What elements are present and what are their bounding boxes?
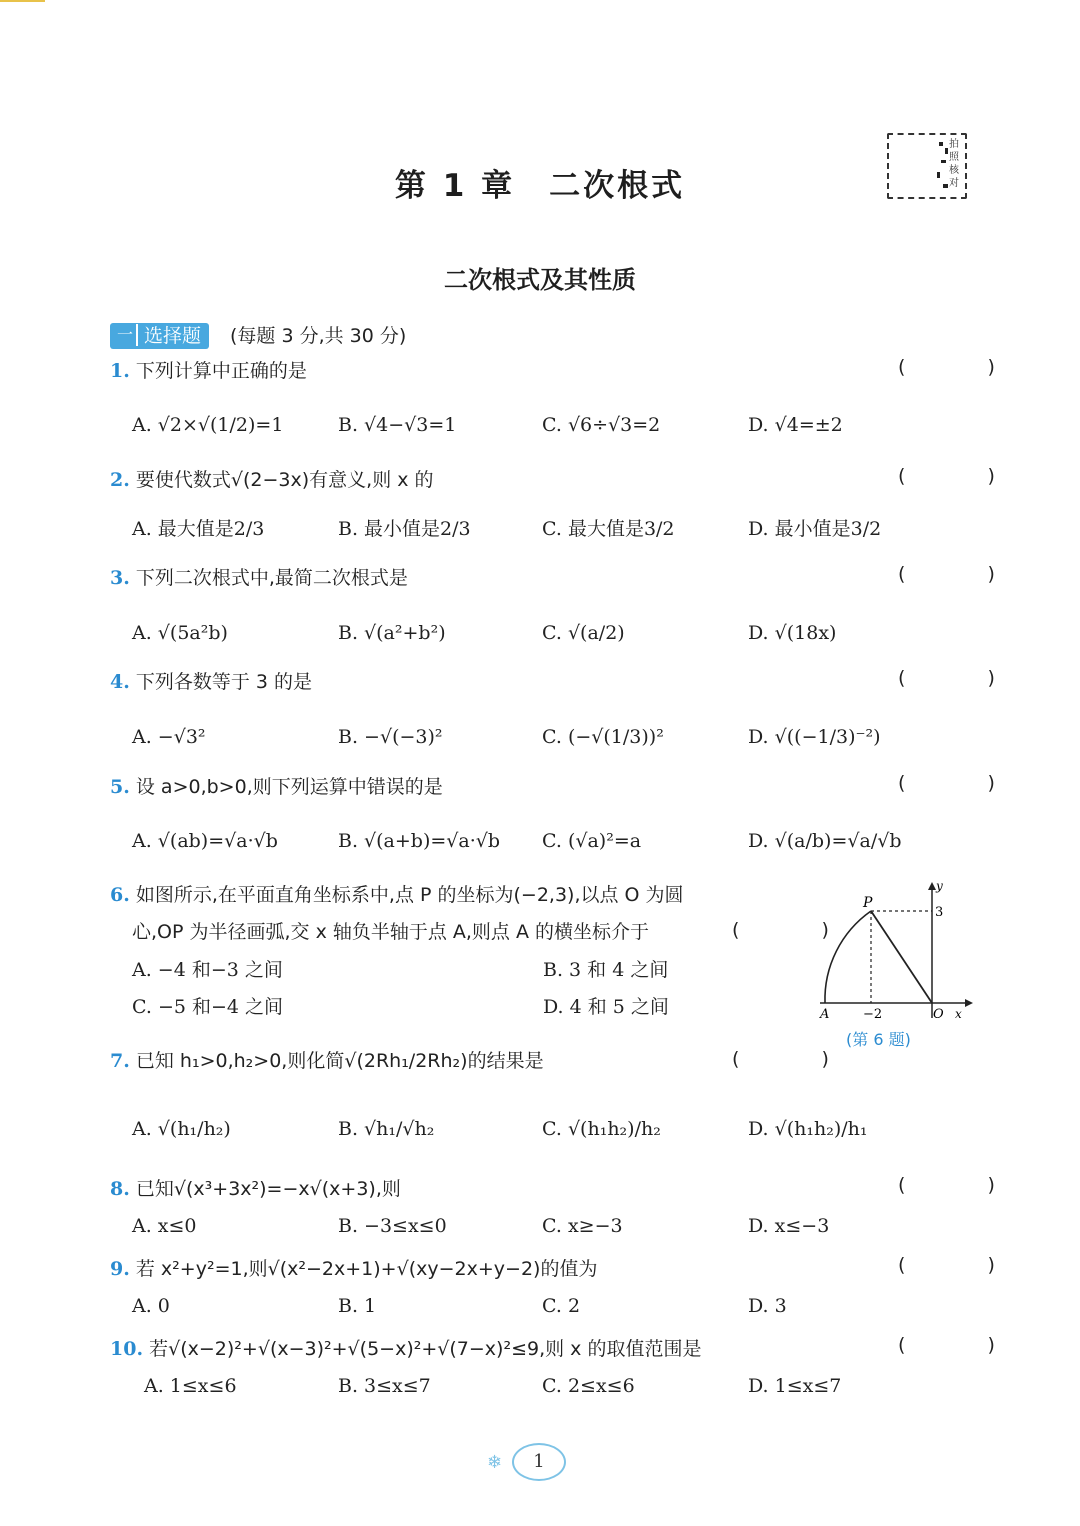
option: A. 0 xyxy=(132,1295,170,1317)
option: A. √(5a²b) xyxy=(132,622,228,644)
part-label: 选择题 xyxy=(144,325,202,347)
option: B. √(a+b)=√a·√b xyxy=(338,830,501,852)
qr-label: 拍照核对 xyxy=(949,139,959,189)
option: B. 3 和 4 之间 xyxy=(543,959,669,981)
option: A. x≤0 xyxy=(132,1215,197,1237)
question-stem: 6. 如图所示,在平面直角坐标系中,点 P 的坐标为(−2,3),以点 O 为圆 xyxy=(110,884,684,906)
option: C. (−√(1/3))² xyxy=(542,726,664,748)
page-number: 1 xyxy=(512,1443,566,1481)
part-note: (每题 3 分,共 30 分) xyxy=(230,325,407,347)
answer-blank[interactable]: ( ) xyxy=(898,563,1033,585)
option: B. √h₁/√h₂ xyxy=(338,1118,435,1140)
figure-q6 xyxy=(805,878,975,1023)
option: B. 最小值是2/3 xyxy=(338,518,471,540)
option: C. √(h₁h₂)/h₂ xyxy=(542,1118,661,1140)
option: A. 最大值是2/3 xyxy=(132,518,265,540)
option: D. √(h₁h₂)/h₁ xyxy=(748,1118,868,1140)
option: C. −5 和−4 之间 xyxy=(132,996,284,1018)
answer-blank[interactable]: ( ) xyxy=(898,772,1033,794)
label-3: 3 xyxy=(935,905,944,920)
question-stem: 2. 要使代数式√(2−3x)有意义,则 x 的 xyxy=(110,469,434,491)
option: D. x≤−3 xyxy=(748,1215,830,1237)
option: B. √(a²+b²) xyxy=(338,622,446,644)
label-x: x xyxy=(955,1007,962,1021)
option: C. √6÷√3=2 xyxy=(542,414,661,436)
label-minus-2: −2 xyxy=(863,1007,883,1022)
segment-op xyxy=(871,911,932,1003)
answer-blank[interactable]: ( ) xyxy=(898,1174,1033,1196)
option: B. 1 xyxy=(338,1295,377,1317)
answer-blank[interactable]: ( ) xyxy=(898,667,1033,689)
option: D. √(a/b)=√a/√b xyxy=(748,830,902,852)
section-title: 二次根式及其性质 xyxy=(444,265,636,294)
figure-caption: (第 6 题) xyxy=(846,1030,911,1049)
option: B. −√(−3)² xyxy=(338,726,443,748)
question-stem: 5. 设 a>0,b>0,则下列运算中错误的是 xyxy=(110,776,443,798)
question-stem: 7. 已知 h₁>0,h₂>0,则化简√(2Rh₁/2Rh₂)的结果是 xyxy=(110,1050,544,1072)
question-stem: 8. 已知√(x³+3x²)=−x√(x+3),则 xyxy=(110,1178,401,1200)
question-stem: 1. 下列计算中正确的是 xyxy=(110,360,307,382)
label-a: A xyxy=(820,1007,830,1022)
y-axis-arrow-icon xyxy=(928,882,936,890)
option: B. −3≤x≤0 xyxy=(338,1215,447,1237)
option: A. √(h₁/h₂) xyxy=(132,1118,231,1140)
qr-code-box[interactable] xyxy=(887,133,967,199)
label-p: P xyxy=(863,895,873,911)
question-stem: 10. 若√(x−2)²+√(x−3)²+√(5−x)²+√(7−x)²≤9,则 x 的取值范围是 xyxy=(110,1338,702,1360)
answer-blank[interactable]: ( ) xyxy=(898,1334,1033,1356)
option: B. √4−√3=1 xyxy=(338,414,457,436)
part-number: 一 xyxy=(114,324,138,346)
option: A. √(ab)=√a·√b xyxy=(132,830,278,852)
answer-blank[interactable]: ( ) xyxy=(732,1048,867,1070)
answer-blank[interactable]: ( ) xyxy=(898,465,1033,487)
option: D. 3 xyxy=(748,1295,787,1317)
label-o: O xyxy=(933,1007,944,1022)
part-badge xyxy=(110,323,209,349)
option: C. 2≤x≤6 xyxy=(542,1375,635,1397)
option: B. 3≤x≤7 xyxy=(338,1375,431,1397)
x-axis-arrow-icon xyxy=(965,999,973,1007)
top-accent-line xyxy=(0,0,45,2)
question-stem: 9. 若 x²+y²=1,则√(x²−2x+1)+√(xy−2x+y−2)的值为 xyxy=(110,1258,598,1280)
option: C. 2 xyxy=(542,1295,581,1317)
answer-blank[interactable]: ( ) xyxy=(732,919,867,941)
option: D. √(18x) xyxy=(748,622,837,644)
option: A. 1≤x≤6 xyxy=(144,1375,237,1397)
option: D. 最小值是3/2 xyxy=(748,518,882,540)
option: C. √(a/2) xyxy=(542,622,625,644)
question-stem: 3. 下列二次根式中,最简二次根式是 xyxy=(110,567,408,589)
option: C. 最大值是3/2 xyxy=(542,518,675,540)
option: A. −√3² xyxy=(132,726,206,748)
option: D. 4 和 5 之间 xyxy=(543,996,669,1018)
option: D. 1≤x≤7 xyxy=(748,1375,842,1397)
question-stem-continued: 心,OP 为半径画弧,交 x 轴负半轴于点 A,则点 A 的横坐标介于 xyxy=(132,921,650,943)
option: D. √4=±2 xyxy=(748,414,843,436)
answer-blank[interactable]: ( ) xyxy=(898,356,1033,378)
label-y: y xyxy=(936,879,943,893)
snowflake-icon: ❄ xyxy=(487,1452,503,1473)
arc xyxy=(825,911,871,1003)
option: A. −4 和−3 之间 xyxy=(132,959,283,981)
chapter-title: 第 1 章 二次根式 xyxy=(394,168,686,204)
option: D. √((−1/3)⁻²) xyxy=(748,726,881,748)
option: A. √2×√(1/2)=1 xyxy=(132,414,284,436)
question-stem: 4. 下列各数等于 3 的是 xyxy=(110,671,313,693)
option: C. x≥−3 xyxy=(542,1215,623,1237)
option: C. (√a)²=a xyxy=(542,830,642,852)
answer-blank[interactable]: ( ) xyxy=(898,1254,1033,1276)
qr-pattern-icon xyxy=(893,138,953,194)
